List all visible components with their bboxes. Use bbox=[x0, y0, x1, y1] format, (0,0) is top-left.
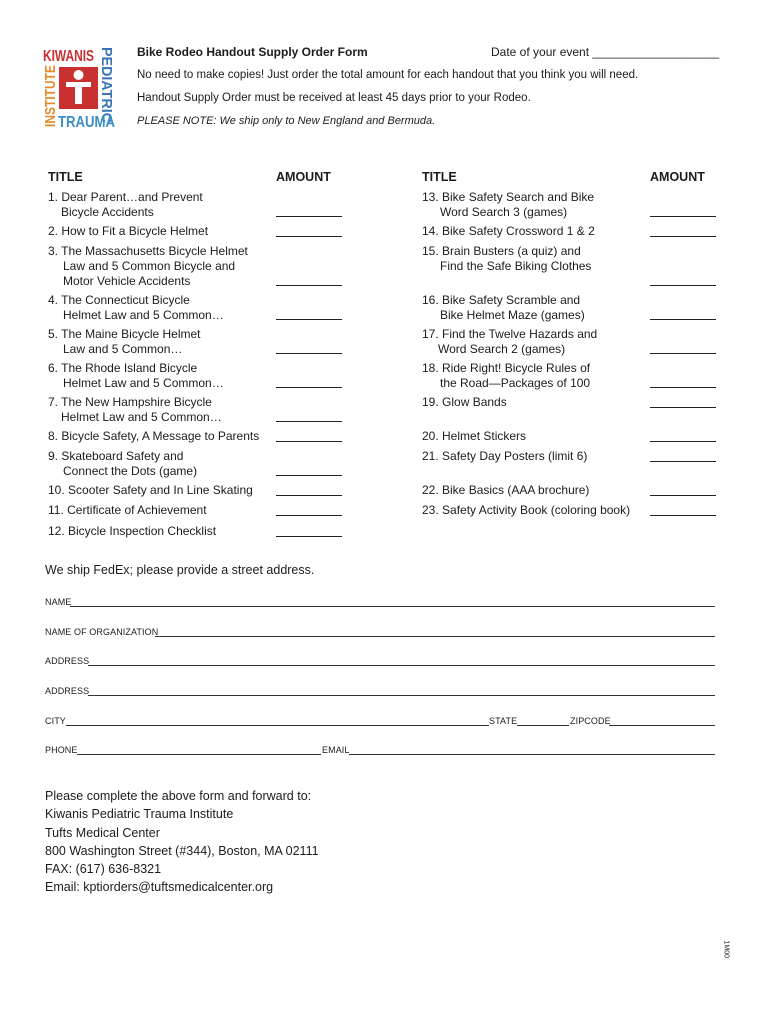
list-item: 6. The Rhode Island Bicycle Helmet Law and 5 Common… bbox=[48, 361, 224, 390]
amount-blank-22[interactable] bbox=[650, 495, 716, 496]
form-code: 1M00 bbox=[723, 940, 730, 958]
list-item: 18. Ride Right! Bicycle Rules of the Road—Packages of 100 bbox=[422, 361, 591, 390]
list-item: 4. The Connecticut Bicycle Helmet Law and 5 Common… bbox=[48, 293, 224, 322]
address2-label: ADDRESS bbox=[45, 686, 90, 696]
list-item: 12. Bicycle Inspection Checklist bbox=[48, 524, 217, 538]
amount-blank-21[interactable] bbox=[650, 461, 716, 462]
list-item: 22. Bike Basics (AAA brochure) bbox=[422, 483, 590, 497]
list-item: 17. Find the Twelve Hazards and Word Search 2 (games) bbox=[422, 327, 598, 356]
left-amount-header: AMOUNT bbox=[276, 170, 331, 184]
list-item: 19. Glow Bands bbox=[422, 395, 507, 409]
amount-blank-10[interactable] bbox=[276, 495, 342, 496]
amount-blank-5[interactable] bbox=[276, 353, 342, 354]
amount-blank-18[interactable] bbox=[650, 387, 716, 388]
list-item: 9. Skateboard Safety and Connect the Dots (game) bbox=[48, 449, 198, 478]
address1-label: ADDRESS bbox=[45, 656, 90, 666]
list-item: 3. The Massachusetts Bicycle Helmet Law and 5 Common Bicycle and Motor Vehicle Accidents bbox=[48, 244, 248, 288]
name-label: NAME bbox=[45, 597, 72, 607]
event-date-field[interactable]: Date of your event ___________________ bbox=[491, 45, 720, 59]
city-label: CITY bbox=[45, 716, 66, 726]
forward-instruction: Please complete the above form and forward to: bbox=[45, 789, 312, 803]
forward-center: Tufts Medical Center bbox=[45, 825, 160, 840]
logo-trauma: TRAUMA bbox=[58, 114, 116, 131]
zipcode-field[interactable] bbox=[609, 725, 715, 726]
amount-blank-2[interactable] bbox=[276, 236, 342, 237]
list-item: 13. Bike Safety Search and Bike Word Search 3 (games) bbox=[422, 190, 595, 219]
logo-institute: INSTITUTE bbox=[42, 49, 59, 127]
amount-blank-8[interactable] bbox=[276, 441, 342, 442]
phone-field[interactable] bbox=[77, 754, 321, 755]
list-item: 16. Bike Safety Scramble and Bike Helmet Maze (games) bbox=[422, 293, 585, 322]
amount-blank-12[interactable] bbox=[276, 536, 342, 537]
amount-blank-7[interactable] bbox=[276, 421, 342, 422]
list-item: 20. Helmet Stickers bbox=[422, 429, 527, 443]
state-field[interactable] bbox=[517, 725, 569, 726]
left-title-header: TITLE bbox=[48, 170, 83, 184]
right-title-header: TITLE bbox=[422, 170, 457, 184]
logo-pediatric: PEDIATRIC bbox=[98, 47, 115, 127]
list-item: 10. Scooter Safety and In Line Skating bbox=[48, 483, 253, 497]
zipcode-label: ZIPCODE bbox=[570, 716, 611, 726]
email-label: EMAIL bbox=[322, 745, 350, 755]
organization-field[interactable] bbox=[155, 636, 715, 637]
name-field[interactable] bbox=[70, 606, 715, 607]
amount-blank-15[interactable] bbox=[650, 285, 716, 286]
list-item: 2. How to Fit a Bicycle Helmet bbox=[48, 224, 209, 238]
list-item: 5. The Maine Bicycle Helmet Law and 5 Common… bbox=[48, 327, 201, 356]
address1-field[interactable] bbox=[88, 665, 715, 666]
amount-blank-4[interactable] bbox=[276, 319, 342, 320]
forward-street: 800 Washington Street (#344), Boston, MA 02111 bbox=[45, 843, 319, 858]
list-item: 11. Certificate of Achievement bbox=[48, 503, 207, 517]
forward-email: Email: kptiorders@tuftsmedicalcenter.org bbox=[45, 880, 274, 895]
forward-org: Kiwanis Pediatric Trauma Institute bbox=[45, 807, 234, 822]
form-title: Bike Rodeo Handout Supply Order Form bbox=[137, 45, 368, 59]
instruction-deadline: Handout Supply Order must be received at least 45 days prior to your Rodeo. bbox=[137, 92, 531, 104]
amount-blank-14[interactable] bbox=[650, 236, 716, 237]
forward-fax: FAX: (617) 636-8321 bbox=[45, 862, 162, 877]
organization-label: NAME OF ORGANIZATION bbox=[45, 627, 159, 637]
list-item: 23. Safety Activity Book (coloring book) bbox=[422, 503, 631, 517]
forward-address-block bbox=[45, 787, 319, 897]
right-amount-header: AMOUNT bbox=[650, 170, 705, 184]
list-item: 1. Dear Parent…and Prevent Bicycle Accidents bbox=[48, 190, 203, 219]
email-field[interactable] bbox=[349, 754, 715, 755]
instruction-copies: No need to make copies! Just order the total amount for each handout that you think you will need. bbox=[137, 69, 639, 81]
address2-field[interactable] bbox=[88, 695, 715, 696]
amount-blank-20[interactable] bbox=[650, 441, 716, 442]
amount-blank-17[interactable] bbox=[650, 353, 716, 354]
amount-blank-16[interactable] bbox=[650, 319, 716, 320]
list-item: 7. The New Hampshire Bicycle Helmet Law and 5 Common… bbox=[48, 395, 222, 424]
amount-blank-11[interactable] bbox=[276, 515, 342, 516]
list-item: 21. Safety Day Posters (limit 6) bbox=[422, 449, 588, 463]
phone-label: PHONE bbox=[45, 745, 78, 755]
list-item: 15. Brain Busters (a quiz) and Find the Safe Biking Clothes bbox=[422, 244, 592, 273]
shipping-intro: We ship FedEx; please provide a street address. bbox=[45, 563, 315, 577]
amount-blank-9[interactable] bbox=[276, 475, 342, 476]
state-label: STATE bbox=[489, 716, 518, 726]
amount-blank-19[interactable] bbox=[650, 407, 716, 408]
city-field[interactable] bbox=[66, 725, 489, 726]
amount-blank-23[interactable] bbox=[650, 515, 716, 516]
amount-blank-13[interactable] bbox=[650, 216, 716, 217]
amount-blank-6[interactable] bbox=[276, 387, 342, 388]
kpti-logo bbox=[42, 44, 118, 131]
logo-kiwanis: KIWANIS bbox=[43, 48, 95, 65]
list-item: 8. Bicycle Safety, A Message to Parents bbox=[48, 429, 260, 443]
shipping-note: PLEASE NOTE: We ship only to New England and Bermuda. bbox=[137, 115, 436, 127]
list-item: 14. Bike Safety Crossword 1 & 2 bbox=[422, 224, 595, 238]
amount-blank-1[interactable] bbox=[276, 216, 342, 217]
logo-child-icon bbox=[59, 67, 98, 109]
amount-blank-3[interactable] bbox=[276, 285, 342, 286]
